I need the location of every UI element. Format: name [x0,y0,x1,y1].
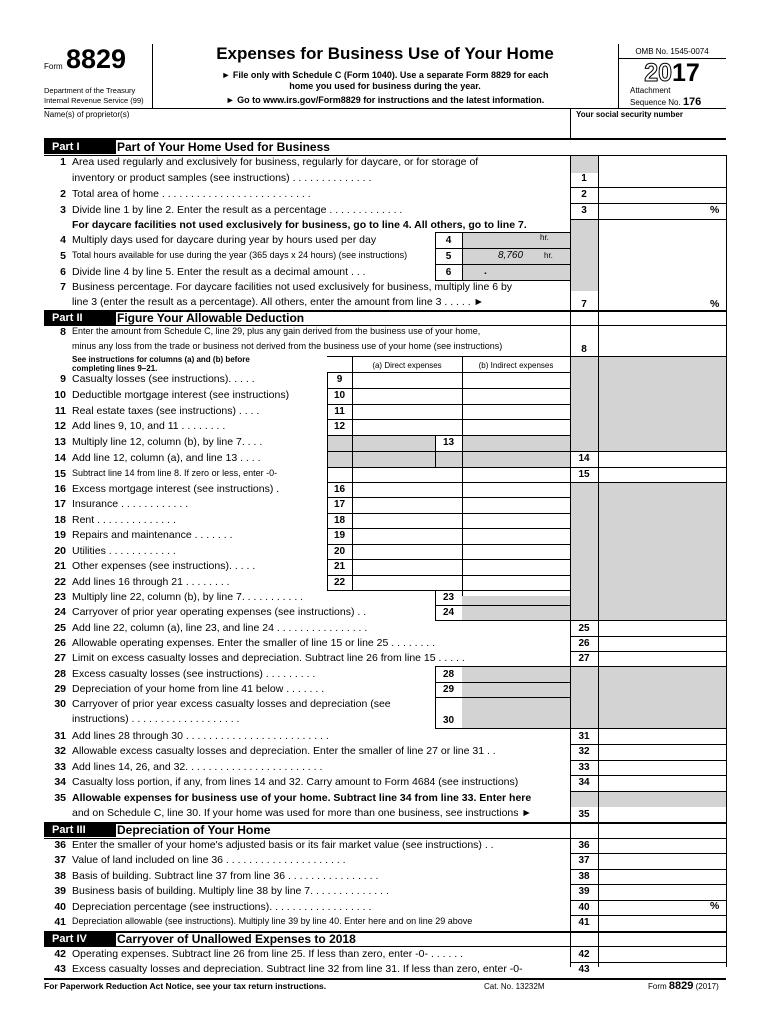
line-30: 30 Carryover of prior year excess casualty losses and depreciation (see [54,698,391,710]
line-3-input[interactable] [600,203,708,218]
line-28: 28 Excess casualty losses (see instructions) . . . . . . . . . 28 [54,668,455,680]
line-12: 12 Add lines 9, 10, and 11 . . . . . . . . 12 [54,420,346,432]
line-38: 38 Basis of building. Subtract line 37 from line 36 . . . . . . . . . . . . . . . . 38 [54,870,590,882]
part-4-label: Part IV [44,932,116,946]
sequence-label: Sequence No. 176 [630,96,702,108]
line-4-input[interactable] [464,233,538,248]
line-10: 10 Deductible mortgage interest (see instructions) 10 [54,389,346,401]
line-17: 17 Insurance . . . . . . . . . . . . 17 [54,498,346,510]
line-5: 5 Total hours available for use during the year (365 days x 24 hours) (see instructions) 5 8,760 hr. [60,250,553,262]
line-41: 41 Depreciation allowable (see instructions). Multiply line 39 by line 40. Enter here and on line 29 above 41 [54,916,590,928]
line-34: 34 Casualty loss portion, if any, from lines 14 and 32. Carry amount to Form 4684 (see instructions) 34 [54,776,590,788]
form-title: Expenses for Business Use of Your Home [216,44,554,63]
line-32: 32 Allowable excess casualty losses and depreciation. Enter the smaller of line 27 or line 31 . . 32 [54,745,590,757]
subtitle-3: ► Go to www.irs.gov/Form8829 for instructions and the latest information. [225,95,545,105]
line-29: 29 Depreciation of your home from line 41 below . . . . . . . 29 [54,683,455,695]
catalog-number: Cat. No. 13232M [484,982,545,991]
ssn-label: Your social security number [576,110,683,119]
line-8-input[interactable] [600,340,724,355]
dept-treasury: Department of the Treasury [44,86,136,95]
line-37: 37 Value of land included on line 36 . . . . . . . . . . . . . . . . . . . . . 37 [54,854,590,866]
part-1-label: Part I [44,140,116,154]
line-39: 39 Business basis of building. Multiply line 38 by line 7. . . . . . . . . . . . . . 39 [54,885,590,897]
line-27: 27 Limit on excess casualty losses and depreciation. Subtract line 26 from line 15 . . . . . 27 [54,652,590,664]
line-9: 9 Casualty losses (see instructions). . . . . 9 [60,373,343,385]
line-1: 1 Area used regularly and exclusively for business, regularly for daycare, or for storage of [60,156,479,168]
part-3-label: Part III [44,823,116,837]
line-24: 24 Carryover of prior year operating expenses (see instructions) . . 24 [54,606,455,618]
line-14: 14 Add line 12, column (a), and line 13 . . . . 14 [54,452,590,464]
line-35: 35 Allowable expenses for business use of your home. Subtract line 34 from line 33. Enter here [54,792,532,804]
line-1-cont: inventory or product samples (see instructions) . . . . . . . . . . . . . . 1 [0,171,770,187]
line-16: 16 Excess mortgage interest (see instructions) . 16 [54,483,346,495]
line-23: 23 Multiply line 22, column (b), by line 7. . . . . . . . . . . 23 [54,591,455,603]
part-2-label: Part II [44,311,116,325]
line-4: 4 Multiply days used for daycare during year by hours used per day 4 hr. [60,233,549,246]
line-40: 40 Depreciation percentage (see instructions). . . . . . . . . . . . . . . . . . 40 % [54,900,720,913]
attachment-label: Attachment [630,86,671,95]
names-label: Name(s) of proprietor(s) [44,110,130,119]
line-22: 22 Add lines 16 through 21 . . . . . . . . 22 [54,576,346,588]
line-6-input[interactable] [464,265,568,280]
line-11: 11 Real estate taxes (see instructions) . . . . 11 [54,405,345,417]
line-18: 18 Rent . . . . . . . . . . . . . . 18 [54,514,346,526]
line-15: 15 Subtract line 14 from line 8. If zero or less, enter -0- 15 [54,468,590,480]
see-instructions-cont: completing lines 9–21. [72,364,158,373]
line-2: 2 Total area of home . . . . . . . . . . . . . . . . . . . . . . . . . . 2 [0,187,770,203]
part-4-title: Carryover of Unallowed Expenses to 2018 [117,932,356,946]
form-footer-id: Form 8829 (2017) [648,980,719,992]
line-8-cont: minus any loss from the trade or business not derived from the business use of your home (see instructions) 8 [0,340,770,356]
proprietor-name-field[interactable] [44,120,564,134]
line-2-input[interactable] [600,187,724,202]
line-8: 8 Enter the amount from Schedule C, line 29, plus any gain derived from the business use of your home, [60,326,481,338]
line-6: 6 Divide line 4 by line 5. Enter the result as a decimal amount . . . 6 . [0,265,770,281]
form-word: Form [44,62,63,71]
line-43: 43 Excess casualty losses and depreciation. Subtract line 32 from line 31. If less than zero, enter -0- 43 [54,963,590,975]
form-number: 8829 [66,44,127,74]
omb-number: OMB No. 1545-0074 [635,47,709,56]
line-3-note: For daycare facilities not used exclusively for business, go to line 4. All others, go to line 7. [72,219,527,231]
part-1-title: Part of Your Home Used for Business [117,140,330,154]
subtitle-1: ► File only with Schedule C (Form 1040). Use a separate Form 8829 for each [221,70,549,80]
irs-label: Internal Revenue Service (99) [44,96,144,105]
part-3-title: Depreciation of Your Home [117,823,271,837]
line-21: 21 Other expenses (see instructions). . . . . 21 [54,560,346,572]
see-instructions: See instructions for columns (a) and (b) before [72,355,250,364]
line-7-input[interactable] [600,295,708,310]
line-33: 33 Add lines 14, 26, and 32. . . . . . . . . . . . . . . . . . . . . . . . 33 [54,761,590,773]
line-30-cont: instructions) . . . . . . . . . . . . . . . . . . . 30 [72,713,455,726]
paperwork-notice: For Paperwork Reduction Act Notice, see your tax return instructions. [44,981,327,991]
col-a-header: (a) Direct expenses [372,361,442,370]
col-b-header: (b) Indirect expenses [478,361,554,370]
line-36: 36 Enter the smaller of your home's adjusted basis or its fair market value (see instructions) . . 36 [54,839,590,851]
line-31: 31 Add lines 28 through 30 . . . . . . . . . . . . . . . . . . . . . . . . . 31 [54,730,590,742]
part-2-title: Figure Your Allowable Deduction [117,311,305,325]
line-20: 20 Utilities . . . . . . . . . . . . 20 [54,545,346,557]
line-7-cont: line 3 (enter the result as a percentage). All others, enter the amount from line 3 . . . . . ► 7 % [72,296,720,310]
line-26: 26 Allowable operating expenses. Enter the smaller of line 15 or line 25 . . . . . . . . 26 [54,637,590,649]
line-13: 13 Multiply line 12, column (b), by line 7. . . . 13 [54,436,455,448]
line-1-input[interactable] [600,171,724,186]
line-35-cont: and on Schedule C, line 30. If your home was used for more than one business, see instructions ► 35 [72,807,590,820]
line-42: 42 Operating expenses. Subtract line 26 from line 25. If less than zero, enter -0- . . . . . . 42 [54,948,590,960]
tax-year: 2017 [644,59,700,87]
line-25: 25 Add line 22, column (a), line 23, and line 24 . . . . . . . . . . . . . . . . 25 [54,622,590,634]
line-19: 19 Repairs and maintenance . . . . . . . 19 [54,529,346,541]
line-7: 7 Business percentage. For daycare facilities not used exclusively for business, multiply line 6 by [60,281,513,293]
line-3: 3 Divide line 1 by line 2. Enter the result as a percentage . . . . . . . . . . . . . 3 % [60,204,720,216]
ssn-field[interactable] [576,120,724,134]
subtitle-2: home you used for business during the year. [289,81,481,91]
